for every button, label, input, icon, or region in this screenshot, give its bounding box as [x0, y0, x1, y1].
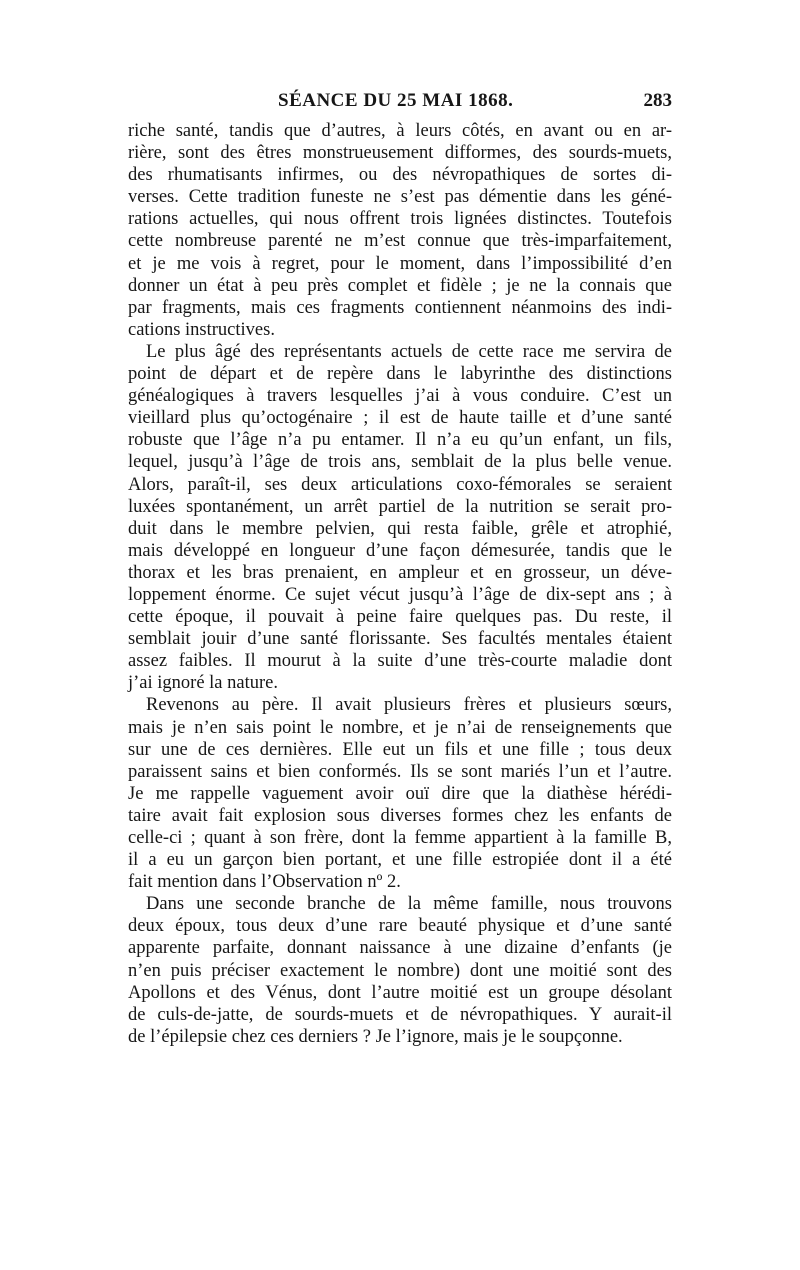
body-text [128, 120, 672, 1048]
text-line: loppement énorme. Ce sujet vécut jusqu’à l’âge de dix-sept ans ; à [128, 584, 672, 605]
text-line: taire avait fait explosion sous diverses formes chez les enfants de [128, 805, 672, 826]
text-line: verses. Cette tradition funeste ne s’est pas démentie dans les géné- [128, 187, 672, 208]
text-line: thorax et les bras prenaient, en ampleur et en grosseur, un déve- [128, 562, 672, 583]
text-line: Le plus âgé des représentants actuels de cette race me servira de [146, 341, 672, 362]
text-line: Revenons au père. Il avait plusieurs frères et plusieurs sœurs, [146, 695, 672, 716]
text-line: par fragments, mais ces fragments contiennent néanmoins des indi- [128, 297, 672, 318]
text-line: duit dans le membre pelvien, qui resta faible, grêle et atrophié, [128, 518, 672, 539]
text-line: donner un état à peu près complet et fidèle ; je ne la connais que [128, 275, 672, 296]
text-line: lequel, jusqu’à l’âge de trois ans, semblait de la plus belle venue. [128, 452, 672, 473]
text-line: paraissent sains et bien conformés. Ils se sont mariés l’un et l’autre. [128, 761, 672, 782]
running-title: SÉANCE DU 25 MAI 1868. [278, 90, 514, 111]
paragraph [128, 120, 672, 341]
text-line: point de départ et de repère dans le labyrinthe des distinctions [128, 364, 672, 385]
text-line: rations actuelles, qui nous offrent trois lignées distinctes. Toutefois [128, 209, 672, 230]
text-line: riche santé, tandis que d’autres, à leurs côtés, en avant ou en ar- [128, 121, 672, 141]
running-head [128, 86, 672, 120]
text-line: cette nombreuse parenté ne m’est connue que très-imparfaitement, [128, 231, 672, 252]
text-line: j’ai ignoré la nature. [128, 673, 278, 694]
text-line: vieillard plus qu’octogénaire ; il est de haute taille et d’une santé [128, 408, 672, 429]
text-line: robuste que l’âge n’a pu entamer. Il n’a eu qu’un enfant, un fils, [128, 430, 672, 451]
text-line: assez faibles. Il mourut à la suite d’une très-courte maladie dont [128, 651, 672, 672]
paragraph [128, 341, 672, 695]
text-line: mais je n’en sais point le nombre, et je n’ai de renseignements que [128, 717, 672, 738]
text-line: cette époque, il pouvait à peine faire quelques pas. Du reste, il [128, 607, 672, 628]
text-line: il a eu un garçon bien portant, et une fille estropiée dont il a été [128, 850, 672, 871]
paragraph [128, 694, 672, 893]
text-line: fait mention dans l’Observation nº 2. [128, 872, 401, 893]
text-line: celle-ci ; quant à son frère, dont la femme appartient à la famille B, [128, 828, 672, 848]
text-line: Dans une seconde branche de la même famille, nous trouvons [146, 894, 672, 915]
text-line: mais développé en longueur d’une façon démesurée, tandis que le [128, 540, 672, 561]
text-line: apparente parfaite, donnant naissance à une dizaine d’enfants (je [128, 938, 672, 959]
book-page [128, 86, 672, 1048]
text-line: des rhumatisants infirmes, ou des névropathiques de sortes di- [128, 165, 672, 186]
text-line: généalogiques à travers lesquelles j’ai à vous conduire. C’est un [128, 386, 672, 407]
text-line: rière, sont des êtres monstrueusement difformes, des sourds-muets, [128, 143, 672, 164]
text-line: et je me vois à regret, pour le moment, dans l’impossibilité d’en [128, 253, 672, 274]
text-line: de culs-de-jatte, de sourds-muets et de névropathiques. Y aurait-il [128, 1004, 672, 1025]
text-line: Apollons et des Vénus, dont l’autre moitié est un groupe désolant [128, 982, 672, 1003]
text-line: semblait jouir d’une santé florissante. Ses facultés mentales étaient [128, 629, 672, 650]
text-line: luxées spontanément, un arrêt partiel de la nutrition se serait pro- [128, 496, 672, 517]
paragraph [128, 893, 672, 1048]
page-number: 283 [643, 90, 672, 111]
text-line: sur une de ces dernières. Elle eut un fils et une fille ; tous deux [128, 739, 672, 760]
text-line: n’en puis préciser exactement le nombre) dont une moitié sont des [128, 960, 672, 981]
text-line: Alors, paraît-il, ses deux articulations coxo-fémorales se seraient [128, 474, 672, 495]
text-line: deux époux, tous deux d’une rare beauté physique et d’une santé [128, 916, 672, 937]
text-line: cations instructives. [128, 319, 275, 340]
text-line: Je me rappelle vaguement avoir ouï dire que la diathèse hérédi- [128, 783, 672, 804]
text-line: de l’épilepsie chez ces derniers ? Je l’ignore, mais je le soupçonne. [128, 1026, 623, 1047]
